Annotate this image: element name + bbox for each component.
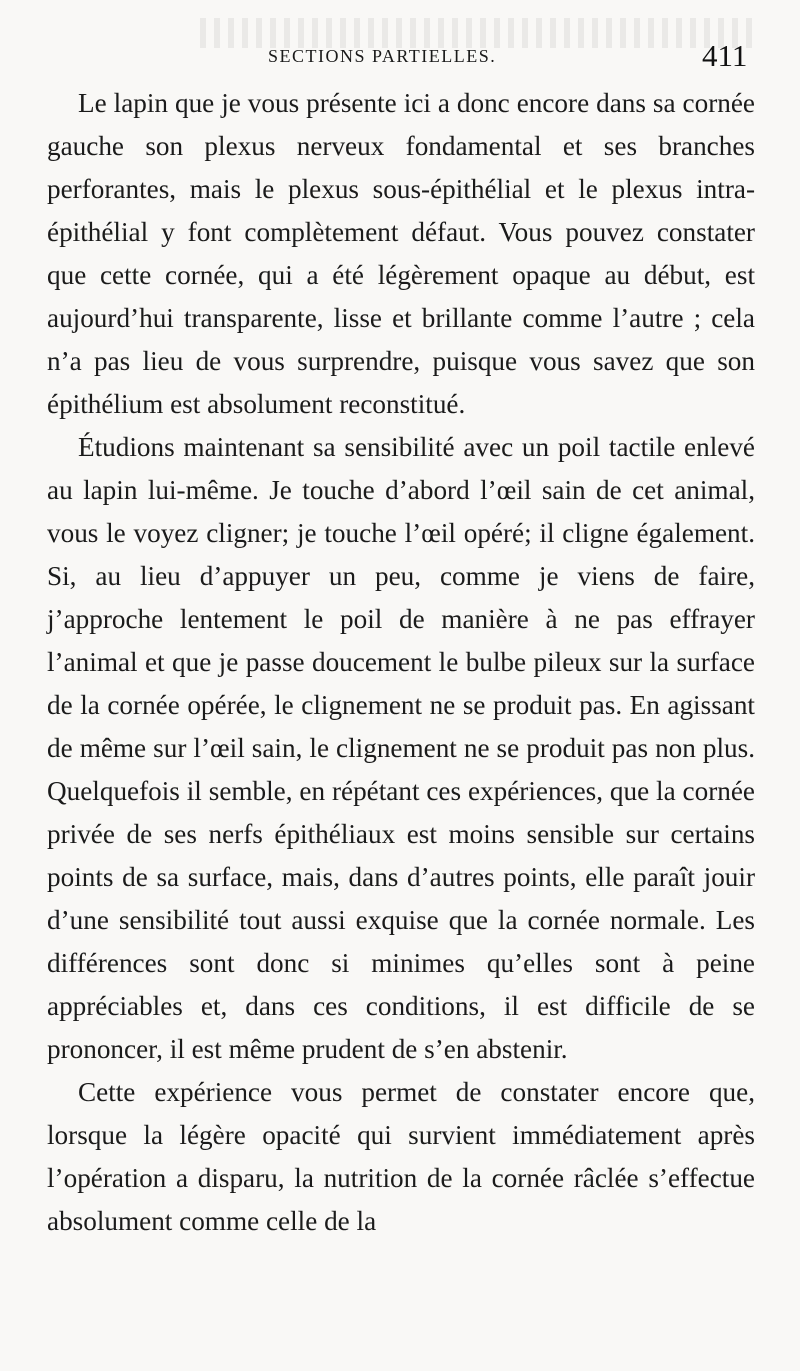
body-text	[47, 82, 755, 1243]
running-title: SECTIONS PARTIELLES.	[268, 46, 497, 66]
paragraph: Étudions maintenant sa sensibilité avec un poil tactile enlevé au lapin lui-même. Je touche d’abord l’œil sain de cet animal, vous le voyez cligner; je touche l’œil opéré; il cligne également. Si, au lieu d’appuyer un peu, comme je viens de faire, j’approche lentement le poil de manière à ne pas effrayer l’animal et que je passe doucement le bulbe pileux sur la surface de la cornée opérée, le clignement ne se produit pas. En agissant de même sur l’œil sain, le clignement ne se produit pas non plus. Quelquefois il semble, en répétant ces expériences, que la cornée privée de ses nerfs épithéliaux est moins sensible sur certains points de sa surface, mais, dans d’autres points, elle paraît jouir d’une sensibilité tout aussi exquise que la cornée normale. Les différences sont donc si minimes qu’elles sont à peine appréciables et, dans ces conditions, il est difficile de se prononcer, il est même prudent de s’en abstenir.	[47, 432, 755, 1064]
page-number: 411	[702, 38, 748, 73]
page-header	[0, 38, 800, 78]
paragraph: Le lapin que je vous présente ici a donc encore dans sa cornée gauche son plexus nerveux fondamental et ses branches perforantes, mais le plexus sous-épithélial et le plexus intra-épithélial y font complètement défaut. Vous pouvez constater que cette cornée, qui a été légèrement opaque au début, est aujourd’hui transparente, lisse et brillante comme l’autre ; cela n’a pas lieu de vous surprendre, puisque vous savez que son épithélium est absolument reconstitué.	[47, 88, 755, 419]
paragraph: Cette expérience vous permet de constater encore que, lorsque la légère opacité qui survient immédiatement après l’opération a disparu, la nutrition de la cornée râclée s’effectue absolument comme celle de la	[47, 1077, 755, 1236]
